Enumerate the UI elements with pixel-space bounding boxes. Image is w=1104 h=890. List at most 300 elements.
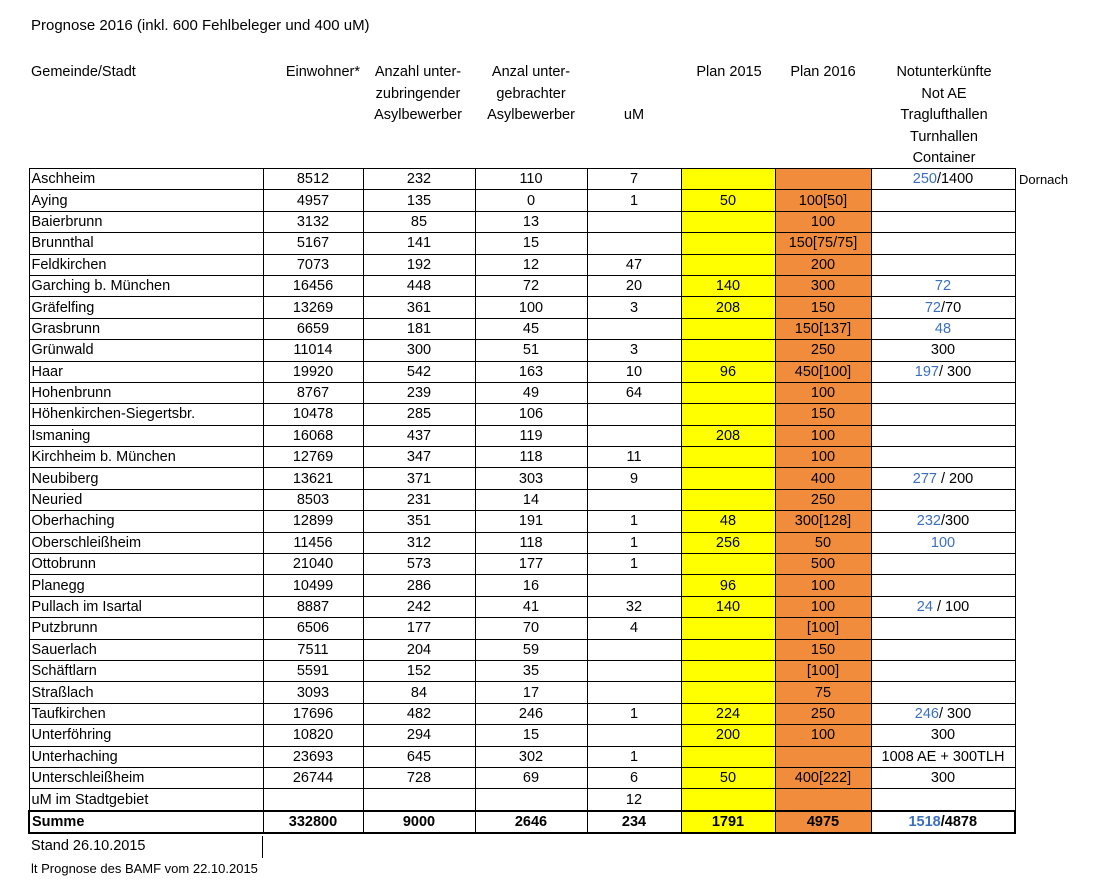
cell-notunterkuenfte <box>871 297 1015 318</box>
cell-name: Ismaning <box>29 425 263 446</box>
cell-plan2016: 100 <box>775 382 871 403</box>
cell-um <box>587 725 681 746</box>
cell-anzal: 118 <box>475 447 587 468</box>
cell-anzahl <box>363 789 475 811</box>
cell-einwohner: 8512 <box>263 169 363 190</box>
cell-anzahl: 84 <box>363 682 475 703</box>
cell-name: Höhenkirchen-Siegertsbr. <box>29 404 263 425</box>
cell-anzal: 16 <box>475 575 587 596</box>
cell-anzal: 14 <box>475 489 587 510</box>
table-row <box>29 554 1015 575</box>
table-row <box>29 254 1015 275</box>
cell-anzahl: 181 <box>363 318 475 339</box>
cell-um: 6 <box>587 767 681 788</box>
cell-name: Garching b. München <box>29 275 263 296</box>
cell-um <box>587 404 681 425</box>
cell-um: 1 <box>587 190 681 211</box>
cell-plan2016: 300 <box>775 275 871 296</box>
cell-um <box>587 425 681 446</box>
notunterkunft-belegt: 232 <box>916 513 941 530</box>
table-row <box>29 169 1015 190</box>
cell-plan2015 <box>681 382 775 403</box>
table-row <box>29 703 1015 724</box>
cell-plan2015 <box>681 618 775 639</box>
cell-anzal: 191 <box>475 511 587 532</box>
cell-notunterkuenfte <box>871 660 1015 681</box>
cell-anzahl: 645 <box>363 746 475 767</box>
cell-um: 1 <box>587 554 681 575</box>
cell-um <box>587 575 681 596</box>
cell-notunterkuenfte <box>871 468 1015 489</box>
cell-anzahl: 300 <box>363 340 475 361</box>
cell-plan2016: 500 <box>775 554 871 575</box>
footer-divider <box>262 836 263 858</box>
cell-anzahl: 204 <box>363 639 475 660</box>
cell-um <box>587 233 681 254</box>
cell-anzahl: 141 <box>363 233 475 254</box>
cell-plan2015 <box>681 404 775 425</box>
cell-plan2016 <box>775 789 871 811</box>
cell-plan2016: 450[100] <box>775 361 871 382</box>
cell-anzal: 69 <box>475 767 587 788</box>
cell-name: Ottobrunn <box>29 554 263 575</box>
cell-notunterkuenfte <box>871 575 1015 596</box>
cell-name: Schäftlarn <box>29 660 263 681</box>
cell-name: Baierbrunn <box>29 211 263 232</box>
table-row <box>29 746 1015 767</box>
cell-notunterkuenfte <box>871 811 1015 833</box>
footer-stand: Stand 26.10.2015 <box>31 838 146 854</box>
cell-anzal: 246 <box>475 703 587 724</box>
notunterkunft-kapazitaet: / 200 <box>936 470 974 487</box>
cell-anzahl: 728 <box>363 767 475 788</box>
table-row <box>29 639 1015 660</box>
cell-einwohner: 13269 <box>263 297 363 318</box>
cell-anzal: 163 <box>475 361 587 382</box>
cell-einwohner: 11014 <box>263 340 363 361</box>
cell-notunterkuenfte <box>871 318 1015 339</box>
cell-anzal: 119 <box>475 425 587 446</box>
cell-name: Feldkirchen <box>29 254 263 275</box>
cell-notunterkuenfte <box>871 489 1015 510</box>
notunterkunft-kapazitaet: /300 <box>940 513 970 530</box>
cell-name: Haar <box>29 361 263 382</box>
cell-notunterkuenfte <box>871 682 1015 703</box>
cell-plan2016: 300[128] <box>775 511 871 532</box>
cell-um: 3 <box>587 297 681 318</box>
table-row <box>29 211 1015 232</box>
cell-name: Aschheim <box>29 169 263 190</box>
cell-anzahl: 286 <box>363 575 475 596</box>
cell-einwohner: 10478 <box>263 404 363 425</box>
cell-name: Brunnthal <box>29 233 263 254</box>
cell-plan2015: 224 <box>681 703 775 724</box>
cell-plan2016: 200 <box>775 254 871 275</box>
cell-einwohner: 12769 <box>263 447 363 468</box>
cell-anzal: 177 <box>475 554 587 575</box>
cell-plan2015 <box>681 211 775 232</box>
table-row <box>29 468 1015 489</box>
notunterkunft-belegt: 72 <box>934 278 952 295</box>
cell-einwohner: 17696 <box>263 703 363 724</box>
cell-plan2015: 256 <box>681 532 775 553</box>
cell-name: Oberschleißheim <box>29 532 263 553</box>
notunterkunft-kapazitaet: 300 <box>930 342 956 359</box>
cell-plan2015 <box>681 682 775 703</box>
cell-name: Gräfelfing <box>29 297 263 318</box>
cell-plan2015 <box>681 233 775 254</box>
cell-plan2015: 48 <box>681 511 775 532</box>
cell-plan2016: 150 <box>775 639 871 660</box>
cell-einwohner: 7511 <box>263 639 363 660</box>
cell-plan2015: 96 <box>681 361 775 382</box>
cell-einwohner: 12899 <box>263 511 363 532</box>
cell-anzahl: 448 <box>363 275 475 296</box>
cell-anzal: 12 <box>475 254 587 275</box>
notunterkunft-kapazitaet: /4878 <box>940 813 978 830</box>
cell-anzal: 45 <box>475 318 587 339</box>
cell-einwohner: 6659 <box>263 318 363 339</box>
cell-einwohner: 332800 <box>263 811 363 833</box>
cell-notunterkuenfte <box>871 639 1015 660</box>
cell-notunterkuenfte <box>871 596 1015 617</box>
cell-einwohner: 5591 <box>263 660 363 681</box>
cell-plan2016: 100 <box>775 447 871 468</box>
cell-anzal: 0 <box>475 190 587 211</box>
notunterkunft-belegt: 197 <box>914 363 939 380</box>
cell-anzal: 106 <box>475 404 587 425</box>
cell-plan2016: 150[137] <box>775 318 871 339</box>
cell-einwohner: 26744 <box>263 767 363 788</box>
table-row <box>29 532 1015 553</box>
cell-name: Putzbrunn <box>29 618 263 639</box>
cell-name: Pullach im Isartal <box>29 596 263 617</box>
table-row <box>29 297 1015 318</box>
summe-row <box>29 811 1015 833</box>
cell-name: Unterhaching <box>29 746 263 767</box>
cell-anzal: 72 <box>475 275 587 296</box>
cell-name: Neubiberg <box>29 468 263 489</box>
cell-anzahl: 573 <box>363 554 475 575</box>
cell-anzahl: 231 <box>363 489 475 510</box>
cell-einwohner: 11456 <box>263 532 363 553</box>
cell-einwohner: 10820 <box>263 725 363 746</box>
cell-plan2016: 400[222] <box>775 767 871 788</box>
table-row <box>29 361 1015 382</box>
cell-notunterkuenfte <box>871 725 1015 746</box>
cell-plan2015: 208 <box>681 425 775 446</box>
cell-um: 1 <box>587 532 681 553</box>
cell-notunterkuenfte <box>871 703 1015 724</box>
cell-anzahl: 242 <box>363 596 475 617</box>
cell-anzal: 2646 <box>475 811 587 833</box>
table-row <box>29 340 1015 361</box>
cell-einwohner: 8503 <box>263 489 363 510</box>
table-row <box>29 489 1015 510</box>
cell-anzal: 302 <box>475 746 587 767</box>
cell-notunterkuenfte <box>871 789 1015 811</box>
cell-um: 1 <box>587 746 681 767</box>
notunterkunft-kapazitaet: / 100 <box>932 599 970 615</box>
cell-anzal: 70 <box>475 618 587 639</box>
notunterkunft-kapazitaet: /70 <box>940 299 962 316</box>
table-row <box>29 682 1015 703</box>
cell-einwohner: 4957 <box>263 190 363 211</box>
table-row <box>29 318 1015 339</box>
cell-plan2015 <box>681 554 775 575</box>
cell-name: Summe <box>29 811 263 833</box>
cell-notunterkuenfte <box>871 361 1015 382</box>
cell-notunterkuenfte <box>871 511 1015 532</box>
cell-plan2016: 100 <box>775 575 871 596</box>
table-row <box>29 190 1015 211</box>
cell-anzal: 100 <box>475 297 587 318</box>
header-anzahl: Anzahl unter- zubringender Asylbewerber <box>374 64 462 123</box>
table-row <box>29 660 1015 681</box>
cell-notunterkuenfte <box>871 340 1015 361</box>
cell-anzahl: 177 <box>363 618 475 639</box>
cell-plan2015 <box>681 639 775 660</box>
cell-einwohner: 5167 <box>263 233 363 254</box>
cell-um <box>587 318 681 339</box>
cell-anzal: 110 <box>475 169 587 190</box>
cell-plan2016: 100 <box>775 596 871 617</box>
cell-notunterkuenfte <box>871 447 1015 468</box>
cell-anzahl: 85 <box>363 211 475 232</box>
cell-anzal: 35 <box>475 660 587 681</box>
cell-notunterkuenfte <box>871 254 1015 275</box>
cell-name: Grasbrunn <box>29 318 263 339</box>
side-label-dornach: Dornach <box>1019 172 1069 187</box>
cell-um <box>587 211 681 232</box>
cell-anzahl: 347 <box>363 447 475 468</box>
cell-plan2016: 150 <box>775 297 871 318</box>
cell-notunterkuenfte <box>871 767 1015 788</box>
cell-name: Kirchheim b. München <box>29 447 263 468</box>
table-row <box>29 767 1015 788</box>
notunterkunft-belegt: 250 <box>912 171 937 188</box>
cell-plan2016: 4975 <box>775 811 871 833</box>
notunterkunft-belegt: 246 <box>914 705 939 722</box>
cell-anzahl: 9000 <box>363 811 475 833</box>
cell-anzal: 49 <box>475 382 587 403</box>
cell-notunterkuenfte <box>871 746 1015 767</box>
cell-anzahl: 312 <box>363 532 475 553</box>
cell-anzahl: 135 <box>363 190 475 211</box>
cell-um: 3 <box>587 340 681 361</box>
table-row <box>29 618 1015 639</box>
cell-um: 1 <box>587 703 681 724</box>
cell-name: Unterschleißheim <box>29 767 263 788</box>
cell-um: 32 <box>587 596 681 617</box>
table-row <box>29 511 1015 532</box>
table-row <box>29 382 1015 403</box>
cell-name: Neuried <box>29 489 263 510</box>
table-row <box>29 596 1015 617</box>
cell-einwohner: 21040 <box>263 554 363 575</box>
cell-plan2016: 150 <box>775 404 871 425</box>
cell-plan2015 <box>681 660 775 681</box>
cell-plan2016: 150[75/75] <box>775 233 871 254</box>
cell-anzal: 17 <box>475 682 587 703</box>
cell-anzahl: 232 <box>363 169 475 190</box>
cell-anzahl: 361 <box>363 297 475 318</box>
cell-name: uM im Stadtgebiet <box>29 789 263 811</box>
cell-einwohner: 16068 <box>263 425 363 446</box>
cell-plan2015 <box>681 789 775 811</box>
cell-plan2015: 140 <box>681 596 775 617</box>
cell-anzahl: 437 <box>363 425 475 446</box>
notunterkunft-belegt: 277 <box>912 470 937 487</box>
cell-um: 11 <box>587 447 681 468</box>
header-anzal: Anzal unter- gebrachter Asylbewerber <box>487 64 575 123</box>
cell-um: 234 <box>587 811 681 833</box>
page-title: Prognose 2016 (inkl. 600 Fehlbeleger und 400 uM) <box>31 17 370 34</box>
cell-plan2016: 100[50] <box>775 190 871 211</box>
cell-anzal: 118 <box>475 532 587 553</box>
cell-plan2015 <box>681 169 775 190</box>
table-row <box>29 425 1015 446</box>
cell-plan2015 <box>681 318 775 339</box>
cell-einwohner: 3093 <box>263 682 363 703</box>
header-notunterkuenfte: Notunterkünfte Not AE Traglufthallen Turnhallen Container <box>896 64 992 166</box>
cell-plan2015 <box>681 254 775 275</box>
notunterkunft-kapazitaet: / 300 <box>938 363 972 380</box>
cell-anzal: 15 <box>475 233 587 254</box>
cell-name: Oberhaching <box>29 511 263 532</box>
cell-plan2016: 250 <box>775 703 871 724</box>
cell-plan2015 <box>681 468 775 489</box>
data-table <box>28 168 1016 834</box>
header-gemeinde: Gemeinde/Stadt <box>31 64 136 80</box>
cell-anzal: 303 <box>475 468 587 489</box>
cell-plan2016: 100 <box>775 211 871 232</box>
footer-note: lt Prognose des BAMF vom 22.10.2015 <box>31 861 258 876</box>
cell-plan2015 <box>681 340 775 361</box>
cell-einwohner: 6506 <box>263 618 363 639</box>
cell-notunterkuenfte <box>871 554 1015 575</box>
notunterkunft-kapazitaet: 300 <box>930 770 956 787</box>
cell-anzal: 15 <box>475 725 587 746</box>
cell-anzahl: 482 <box>363 703 475 724</box>
cell-einwohner <box>263 789 363 811</box>
cell-plan2016: 250 <box>775 340 871 361</box>
cell-anzahl: 371 <box>363 468 475 489</box>
notunterkunft-belegt: 48 <box>934 320 952 337</box>
cell-name: Hohenbrunn <box>29 382 263 403</box>
cell-anzal: 13 <box>475 211 587 232</box>
cell-einwohner: 19920 <box>263 361 363 382</box>
cell-anzahl: 542 <box>363 361 475 382</box>
cell-anzahl: 294 <box>363 725 475 746</box>
cell-einwohner: 13621 <box>263 468 363 489</box>
cell-anzahl: 152 <box>363 660 475 681</box>
cell-notunterkuenfte <box>871 233 1015 254</box>
notunterkunft-kapazitaet: 1008 AE + 300TLH <box>881 748 1005 765</box>
table-row <box>29 275 1015 296</box>
cell-name: Sauerlach <box>29 639 263 660</box>
notunterkunft-belegt: 24 <box>916 599 933 615</box>
cell-notunterkuenfte <box>871 382 1015 403</box>
header-plan2015: Plan 2015 <box>696 64 762 80</box>
cell-plan2016: 250 <box>775 489 871 510</box>
header-einwohner: Einwohner* <box>285 64 360 80</box>
cell-um: 12 <box>587 789 681 811</box>
cell-anzal: 59 <box>475 639 587 660</box>
cell-einwohner: 3132 <box>263 211 363 232</box>
cell-einwohner: 23693 <box>263 746 363 767</box>
cell-notunterkuenfte <box>871 425 1015 446</box>
cell-um: 1 <box>587 511 681 532</box>
cell-plan2015: 96 <box>681 575 775 596</box>
cell-plan2015: 200 <box>681 725 775 746</box>
cell-plan2016: 400 <box>775 468 871 489</box>
cell-plan2015: 50 <box>681 767 775 788</box>
cell-plan2016: [100] <box>775 660 871 681</box>
cell-plan2015: 50 <box>681 190 775 211</box>
cell-einwohner: 7073 <box>263 254 363 275</box>
cell-anzahl: 239 <box>363 382 475 403</box>
cell-um <box>587 682 681 703</box>
notunterkunft-belegt: 1518 <box>908 813 941 830</box>
cell-anzahl: 285 <box>363 404 475 425</box>
cell-um: 10 <box>587 361 681 382</box>
notunterkunft-kapazitaet: /1400 <box>936 171 974 188</box>
cell-plan2016: 100 <box>775 725 871 746</box>
header-um: uM <box>623 107 645 123</box>
cell-um: 7 <box>587 169 681 190</box>
cell-plan2015: 208 <box>681 297 775 318</box>
cell-plan2015: 1791 <box>681 811 775 833</box>
table-row <box>29 725 1015 746</box>
notunterkunft-belegt: 100 <box>930 534 956 551</box>
cell-um: 9 <box>587 468 681 489</box>
cell-notunterkuenfte <box>871 190 1015 211</box>
cell-plan2016 <box>775 169 871 190</box>
table-row <box>29 575 1015 596</box>
cell-plan2015 <box>681 489 775 510</box>
cell-plan2016: 50 <box>775 532 871 553</box>
table-row <box>29 447 1015 468</box>
cell-um <box>587 639 681 660</box>
cell-anzal: 51 <box>475 340 587 361</box>
cell-plan2015: 140 <box>681 275 775 296</box>
cell-plan2016: [100] <box>775 618 871 639</box>
cell-name: Planegg <box>29 575 263 596</box>
cell-um: 20 <box>587 275 681 296</box>
cell-plan2016: 100 <box>775 425 871 446</box>
cell-name: Taufkirchen <box>29 703 263 724</box>
cell-um <box>587 660 681 681</box>
notunterkunft-kapazitaet: / 300 <box>938 705 972 722</box>
cell-einwohner: 16456 <box>263 275 363 296</box>
cell-notunterkuenfte <box>871 532 1015 553</box>
cell-anzahl: 192 <box>363 254 475 275</box>
cell-notunterkuenfte <box>871 211 1015 232</box>
cell-notunterkuenfte <box>871 618 1015 639</box>
cell-name: Unterföhring <box>29 725 263 746</box>
cell-name: Aying <box>29 190 263 211</box>
cell-notunterkuenfte <box>871 275 1015 296</box>
cell-name: Grünwald <box>29 340 263 361</box>
header-plan2016: Plan 2016 <box>790 64 856 80</box>
cell-anzal <box>475 789 587 811</box>
table-row <box>29 789 1015 811</box>
cell-notunterkuenfte <box>871 404 1015 425</box>
cell-plan2015 <box>681 746 775 767</box>
table-row <box>29 233 1015 254</box>
cell-plan2016 <box>775 746 871 767</box>
